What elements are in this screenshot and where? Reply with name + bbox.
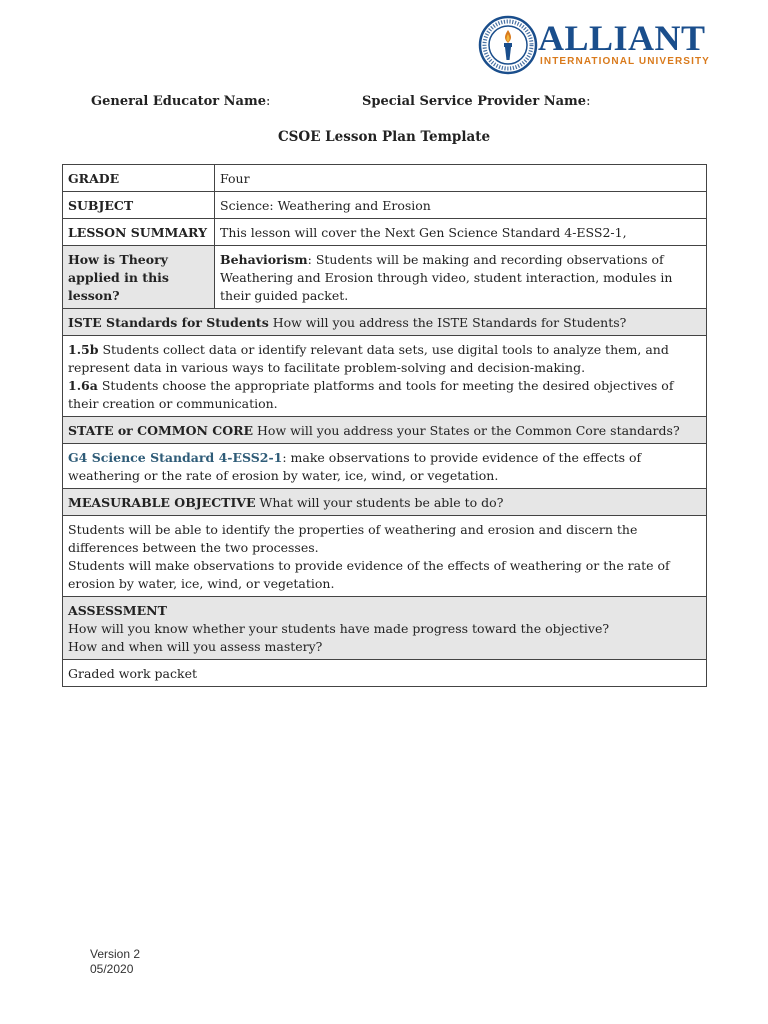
general-educator-name — [91, 94, 270, 109]
objective-content-row — [63, 516, 707, 597]
alliant-logo — [478, 14, 710, 76]
logo-wordmark: ALLIANT — [538, 18, 706, 58]
version-number: Version 2 — [90, 947, 141, 961]
state-content-row — [63, 444, 707, 489]
theory-term: Behaviorism — [220, 252, 308, 267]
special-provider-label: Special Service Provider Name — [362, 94, 587, 109]
iste-item-code: 1.6a — [68, 378, 98, 393]
assessment-heading — [63, 597, 707, 660]
iste-item-code: 1.5b — [68, 342, 99, 357]
university-seal-icon — [478, 14, 538, 76]
iste-item-text: Students choose the appropriate platforms and tools for meeting the desired objectives of their creation or communication. — [68, 378, 674, 411]
lesson-summary-value: This lesson will cover the Next Gen Science Standard 4-ESS2-1, — [215, 219, 707, 246]
iste-content — [63, 336, 707, 417]
special-provider-name — [362, 94, 590, 109]
theory-row — [63, 246, 707, 309]
version-footer — [90, 947, 140, 977]
assessment-heading-label: ASSESSMENT — [68, 603, 167, 618]
logo-subtitle: INTERNATIONAL UNIVERSITY — [540, 56, 710, 67]
state-heading-row — [63, 417, 707, 444]
grade-row — [63, 165, 707, 192]
state-heading-label: STATE or COMMON CORE — [68, 423, 254, 438]
lesson-plan-table — [62, 164, 707, 687]
iste-heading — [63, 309, 707, 336]
special-provider-colon: : — [586, 94, 591, 109]
theory-text: : Students will be making and recording observations of Weathering and Erosion through video, student interaction, modules in their guided packet. — [220, 252, 673, 303]
iste-heading-row — [63, 309, 707, 336]
version-date: 05/2020 — [90, 962, 134, 976]
iste-item — [68, 377, 701, 413]
theory-value — [215, 246, 707, 309]
assessment-heading-row — [63, 597, 707, 660]
iste-item — [68, 341, 701, 377]
objective-heading — [63, 489, 707, 516]
theory-label: How is Theory applied in this lesson? — [63, 246, 215, 309]
assessment-content-row — [63, 660, 707, 687]
iste-item-text: Students collect data or identify relevant data sets, use digital tools to analyze them, and represent data in various ways to facilitate problem-solving and decision-making. — [68, 342, 669, 375]
subject-value: Science: Weathering and Erosion — [215, 192, 707, 219]
state-heading — [63, 417, 707, 444]
general-educator-label: General Educator Name — [91, 94, 267, 109]
iste-heading-label: ISTE Standards for Students — [68, 315, 269, 330]
state-question: How will you address your States or the Common Core standards? — [253, 423, 680, 438]
iste-question: How will you address the ISTE Standards for Students? — [268, 315, 627, 330]
subject-label: SUBJECT — [63, 192, 215, 219]
grade-label: GRADE — [63, 165, 215, 192]
lesson-summary-row — [63, 219, 707, 246]
document-title: CSOE Lesson Plan Template — [277, 129, 491, 145]
subject-row — [63, 192, 707, 219]
objective-question: What will your students be able to do? — [255, 495, 504, 510]
objective-content — [63, 516, 707, 597]
general-educator-colon: : — [266, 94, 271, 109]
state-standard-text: : make observations to provide evidence of the effects of weathering or the rate of erosion by water, ice, wind, or vegetation. — [68, 450, 642, 483]
objective-heading-row — [63, 489, 707, 516]
lesson-summary-label: LESSON SUMMARY — [63, 219, 215, 246]
assessment-answer: Graded work packet — [63, 660, 707, 687]
assessment-question-1: How will you know whether your students have made progress toward the objective? — [68, 621, 610, 636]
objective-heading-label: MEASURABLE OBJECTIVE — [68, 495, 256, 510]
objective-line: Students will be able to identify the properties of weathering and erosion and discern the differences between the two processes. — [68, 522, 638, 555]
state-standard-code: G4 Science Standard 4-ESS2-1 — [68, 450, 283, 465]
objective-line: Students will make observations to provide evidence of the effects of weathering or the rate of erosion by water, ice, wind, or vegetation. — [68, 558, 670, 591]
state-content — [63, 444, 707, 489]
assessment-question-2: How and when will you assess mastery? — [68, 639, 323, 654]
iste-content-row — [63, 336, 707, 417]
grade-value: Four — [215, 165, 707, 192]
